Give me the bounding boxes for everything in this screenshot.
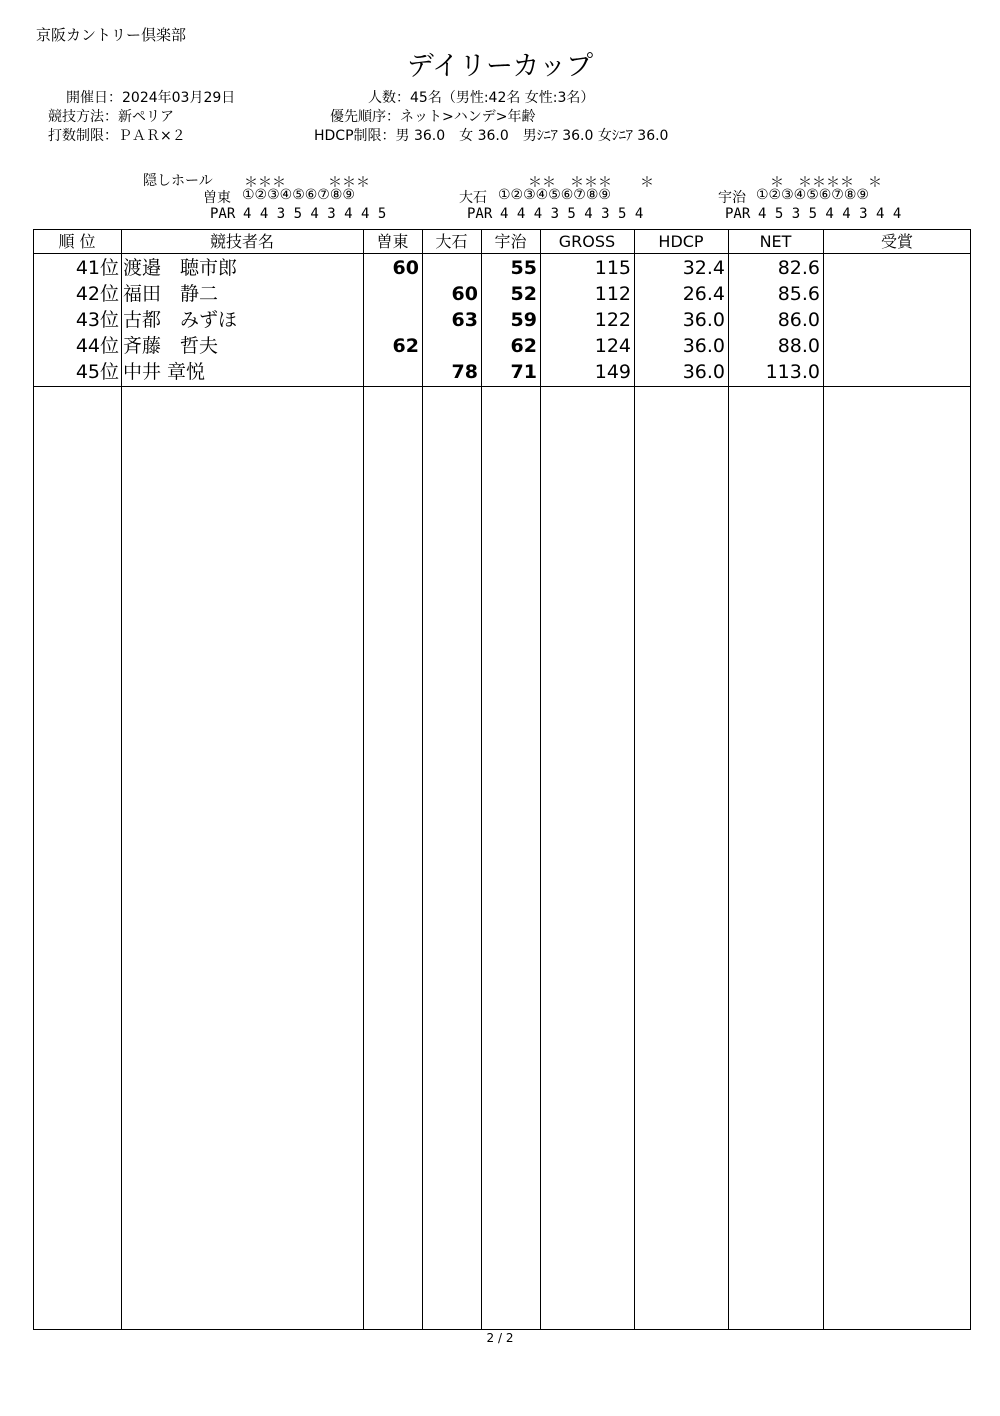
course-3-score-cell: 59 bbox=[510, 309, 537, 331]
results-table bbox=[33, 229, 971, 1330]
player-name-cell: 斉藤 哲夫 bbox=[123, 335, 219, 357]
column-divider bbox=[481, 229, 482, 1330]
course-1-score-cell bbox=[363, 359, 419, 385]
header-divider bbox=[33, 253, 971, 254]
rows-divider bbox=[33, 386, 971, 387]
course-3-par-label: PAR bbox=[725, 206, 751, 222]
rank-cell: 45位 bbox=[75, 361, 119, 383]
header-name: 競技者名 bbox=[209, 232, 274, 251]
hdcp-cell: 36.0 bbox=[682, 361, 725, 383]
gross-cell: 122 bbox=[594, 309, 631, 331]
rank-cell: 43位 bbox=[75, 309, 119, 331]
gross-cell: 112 bbox=[594, 283, 631, 305]
course-3-score-cell: 55 bbox=[510, 257, 537, 279]
award-cell bbox=[825, 255, 969, 281]
course-2-par: 4 4 4 3 5 4 3 5 4 bbox=[500, 206, 644, 222]
header-hdcp: HDCP bbox=[658, 232, 704, 251]
course-2-score-cell: 63 bbox=[451, 309, 478, 331]
course-1-score-cell: 60 bbox=[392, 257, 419, 279]
player-name-cell: 福田 静二 bbox=[123, 283, 219, 305]
header-course-3: 宇治 bbox=[494, 232, 527, 251]
course-1-marks: ＊＊＊ ＊＊＊ bbox=[244, 175, 370, 191]
hdcp-cell: 26.4 bbox=[682, 283, 725, 305]
hdcp-row: HDCP制限：男 36.0 女 36.0 男ｼﾆｱ 36.0 女ｼﾆｱ 36.0 bbox=[314, 128, 669, 144]
award-cell bbox=[825, 333, 969, 359]
course-1-score-cell: 62 bbox=[392, 335, 419, 357]
course-1-name: 曽東 bbox=[203, 190, 231, 206]
course-3-score-cell: 52 bbox=[510, 283, 537, 305]
course-2-par-label: PAR bbox=[467, 206, 493, 222]
hdcp-value: 男 36.0 女 36.0 男ｼﾆｱ 36.0 女ｼﾆｱ 36.0 bbox=[395, 128, 669, 144]
limit-label: 打数制限 bbox=[48, 128, 104, 144]
course-3-holes: ①②③④⑤⑥⑦⑧⑨ bbox=[756, 187, 869, 203]
course-2-score-cell bbox=[422, 333, 478, 359]
course-3-score-cell: 62 bbox=[510, 335, 537, 357]
course-3-par: 4 5 3 5 4 4 3 4 4 bbox=[758, 206, 902, 222]
header-course-1: 曽東 bbox=[376, 232, 409, 251]
header-rank: 順 位 bbox=[58, 232, 96, 251]
club-name: 京阪カントリー倶楽部 bbox=[36, 26, 187, 44]
column-divider bbox=[422, 229, 423, 1330]
method-label: 競技方法 bbox=[48, 109, 104, 125]
method-value: 新ペリア bbox=[118, 109, 174, 125]
course-1-score-cell bbox=[363, 307, 419, 333]
column-divider bbox=[634, 229, 635, 1330]
hdcp-cell: 36.0 bbox=[682, 309, 725, 331]
net-cell: 113.0 bbox=[765, 361, 820, 383]
course-2-score-cell bbox=[422, 255, 478, 281]
net-cell: 88.0 bbox=[777, 335, 820, 357]
hdcp-label: HDCP制限 bbox=[314, 128, 382, 144]
priority-value: ネット>ハンデ>年齢 bbox=[400, 109, 536, 125]
rank-cell: 41位 bbox=[75, 257, 119, 279]
rank-cell: 42位 bbox=[75, 283, 119, 305]
course-1-score-cell bbox=[363, 281, 419, 307]
column-divider bbox=[121, 229, 122, 1330]
gross-cell: 124 bbox=[594, 335, 631, 357]
net-cell: 86.0 bbox=[777, 309, 820, 331]
course-3-marks: ＊ ＊＊＊＊ ＊ bbox=[756, 175, 882, 191]
header-gross: GROSS bbox=[558, 232, 616, 251]
net-cell: 82.6 bbox=[777, 257, 820, 279]
course-1-par-label: PAR bbox=[210, 206, 236, 222]
date-value: 2024年03月29日 bbox=[122, 90, 236, 106]
award-cell bbox=[825, 359, 969, 385]
gross-cell: 149 bbox=[594, 361, 631, 383]
header-award: 受賞 bbox=[880, 232, 913, 251]
course-1-holes: ①②③④⑤⑥⑦⑧⑨ bbox=[242, 187, 355, 203]
hidden-holes-label: 隠しホール bbox=[143, 173, 213, 189]
document-title: デイリーカップ bbox=[406, 51, 594, 82]
course-2-marks: ＊＊ ＊＊＊ ＊ bbox=[500, 175, 654, 191]
course-2-holes: ①②③④⑤⑥⑦⑧⑨ bbox=[498, 187, 611, 203]
course-2-score-cell: 60 bbox=[451, 283, 478, 305]
award-cell bbox=[825, 307, 969, 333]
course-3-name: 宇治 bbox=[718, 190, 746, 206]
net-cell: 85.6 bbox=[777, 283, 820, 305]
column-divider bbox=[540, 229, 541, 1330]
hdcp-cell: 32.4 bbox=[682, 257, 725, 279]
limit-row: 打数制限：ＰＡＲ×２ bbox=[48, 128, 186, 144]
date-label: 開催日 bbox=[66, 90, 108, 106]
priority-label: 優先順序 bbox=[330, 109, 386, 125]
column-divider bbox=[823, 229, 824, 1330]
header-course-2: 大石 bbox=[435, 232, 468, 251]
column-divider bbox=[363, 229, 364, 1330]
course-1-par: 4 4 3 5 4 3 4 4 5 bbox=[243, 206, 387, 222]
limit-value: ＰＡＲ×２ bbox=[118, 128, 186, 144]
player-name-cell: 中井 章悦 bbox=[123, 361, 206, 383]
count-value: 45名（男性:42名 女性:3名） bbox=[410, 90, 595, 106]
count-row: 人数：45名（男性:42名 女性:3名） bbox=[368, 90, 595, 106]
gross-cell: 115 bbox=[594, 257, 631, 279]
player-name-cell: 渡邉 聴市郎 bbox=[123, 257, 238, 279]
date-row: 開催日：2024年03月29日 bbox=[66, 90, 236, 106]
method-row: 競技方法：新ペリア bbox=[48, 109, 174, 125]
course-2-score-cell: 78 bbox=[451, 361, 478, 383]
page-number: 2 / 2 bbox=[486, 1331, 514, 1345]
count-label: 人数 bbox=[368, 90, 396, 106]
rank-cell: 44位 bbox=[75, 335, 119, 357]
column-divider bbox=[728, 229, 729, 1330]
course-3-score-cell: 71 bbox=[510, 361, 537, 383]
header-net: NET bbox=[759, 232, 792, 251]
course-2-name: 大石 bbox=[459, 190, 487, 206]
hdcp-cell: 36.0 bbox=[682, 335, 725, 357]
player-name-cell: 古都 みずほ bbox=[123, 309, 238, 331]
priority-row: 優先順序：ネット>ハンデ>年齢 bbox=[330, 109, 536, 125]
award-cell bbox=[825, 281, 969, 307]
